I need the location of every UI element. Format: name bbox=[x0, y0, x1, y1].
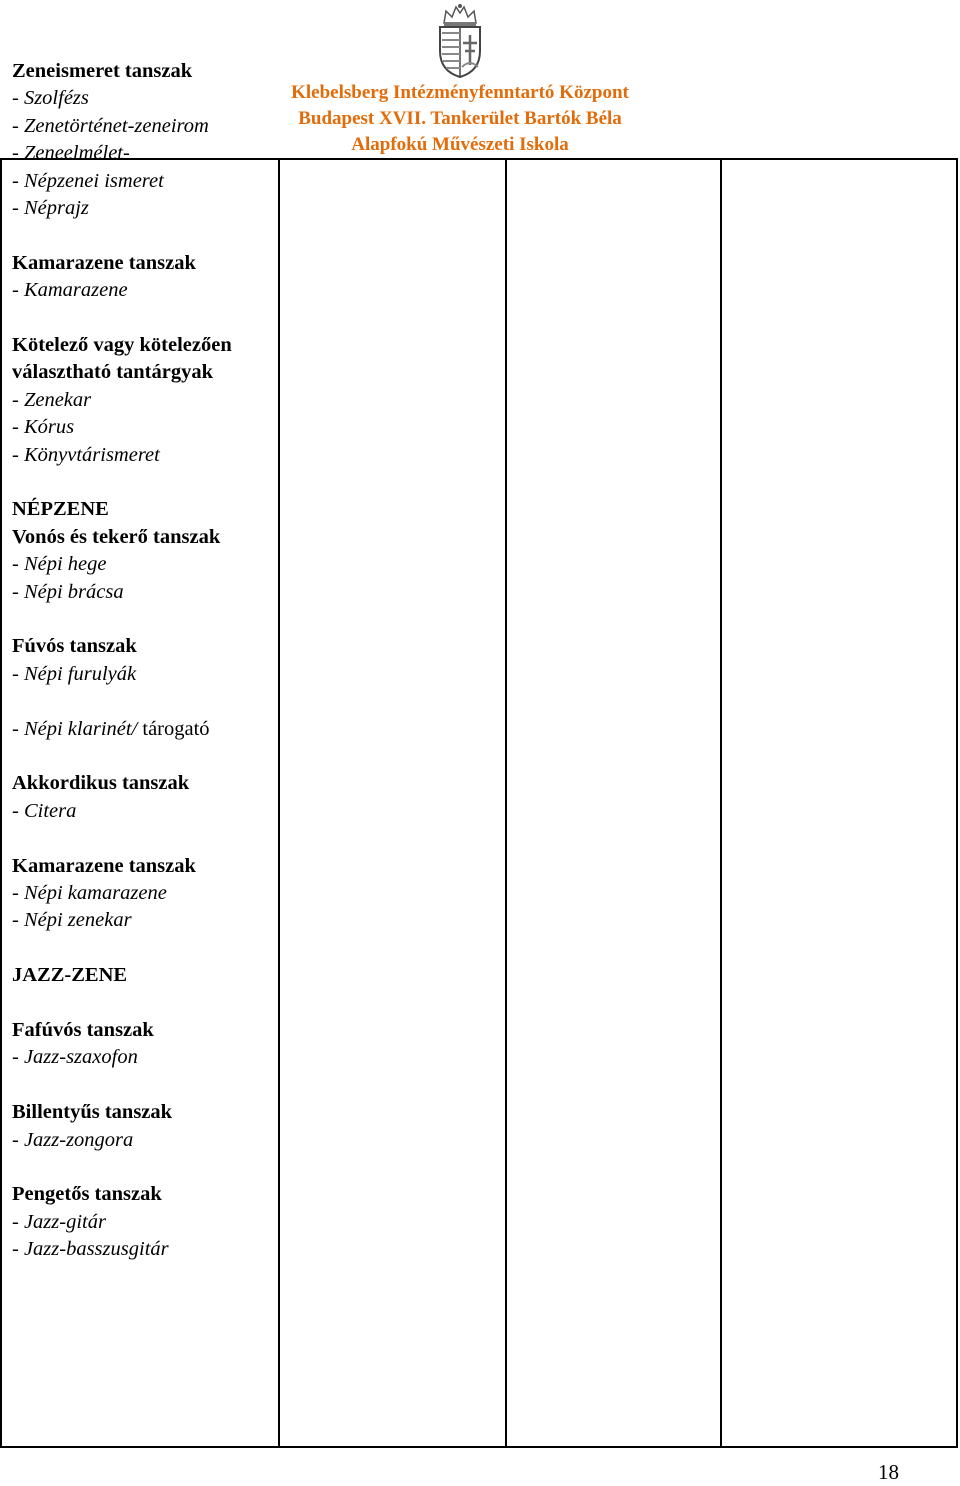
subject-item-part: - Népi klarinét/ bbox=[12, 717, 143, 740]
department-heading: Kamarazene tanszak bbox=[12, 854, 196, 877]
department-heading: Vonós és tekerő tanszak bbox=[12, 525, 221, 548]
spacer bbox=[12, 1154, 274, 1181]
section-heading: NÉPZENE bbox=[12, 498, 109, 521]
subjects-cell bbox=[12, 58, 274, 1264]
header-line-3: Alapfokú Művészeti Iskola bbox=[351, 134, 569, 155]
department-heading: Akkordikus tanszak bbox=[12, 772, 190, 795]
subject-item-part: tárogató bbox=[142, 717, 210, 740]
department-heading: Fafúvós tanszak bbox=[12, 1019, 154, 1042]
department-heading: Zeneismeret tanszak bbox=[12, 60, 193, 82]
subject-item bbox=[12, 716, 274, 743]
subject-item: - Zenekar bbox=[12, 388, 92, 411]
spacer bbox=[12, 688, 274, 715]
department-heading: Pengetős tanszak bbox=[12, 1183, 162, 1206]
subject-item: - Jazz-szaxofon bbox=[12, 1046, 138, 1069]
subject-item: - Jazz-zongora bbox=[12, 1128, 134, 1151]
subject-item: - Kamarazene bbox=[12, 279, 128, 302]
column-divider bbox=[720, 160, 722, 1446]
spacer bbox=[12, 305, 274, 332]
hungarian-coat-of-arms-icon bbox=[432, 3, 488, 79]
subject-item: - Néprajz bbox=[12, 197, 89, 220]
spacer bbox=[12, 606, 274, 633]
header-line-1: Klebelsberg Intézményfenntartó Központ bbox=[291, 82, 629, 103]
department-heading: Kamarazene tanszak bbox=[12, 251, 196, 274]
subject-item: - Kórus bbox=[12, 416, 75, 439]
subject-item: - Szolfézs bbox=[12, 87, 89, 110]
department-heading: Fúvós tanszak bbox=[12, 635, 137, 658]
subject-item: - Népi furulyák bbox=[12, 662, 137, 685]
department-heading: választható tantárgyak bbox=[12, 361, 214, 384]
subject-item: - Jazz-basszusgitár bbox=[12, 1238, 169, 1261]
spacer bbox=[12, 825, 274, 852]
subject-item: - Zeneelmélet- bbox=[12, 142, 130, 165]
spacer bbox=[12, 743, 274, 770]
subject-item: - Népi kamarazene bbox=[12, 882, 167, 905]
spacer bbox=[12, 990, 274, 1017]
subject-item: - Népi zenekar bbox=[12, 909, 132, 932]
spacer bbox=[12, 469, 274, 496]
column-divider bbox=[278, 160, 280, 1446]
subject-item: - Népi hege bbox=[12, 553, 107, 576]
subject-item: - Jazz-gitár bbox=[12, 1210, 106, 1233]
department-heading: Billentyűs tanszak bbox=[12, 1101, 173, 1124]
header-line-2: Budapest XVII. Tankerület Bartók Béla bbox=[298, 108, 622, 129]
page-number: 18 bbox=[878, 1460, 899, 1484]
subject-item: - Citera bbox=[12, 799, 77, 822]
subject-item: - Zenetörténet-zeneirom bbox=[12, 114, 209, 137]
subject-item: - Népi brácsa bbox=[12, 580, 124, 603]
spacer bbox=[12, 935, 274, 962]
spacer bbox=[12, 1072, 274, 1099]
spacer bbox=[12, 222, 274, 249]
department-heading: Kötelező vagy kötelezően bbox=[12, 334, 232, 357]
section-heading: JAZZ-ZENE bbox=[12, 964, 128, 987]
subject-item: - Könyvtárismeret bbox=[12, 443, 160, 466]
column-divider bbox=[505, 160, 507, 1446]
subject-item: - Népzenei ismeret bbox=[12, 169, 164, 192]
